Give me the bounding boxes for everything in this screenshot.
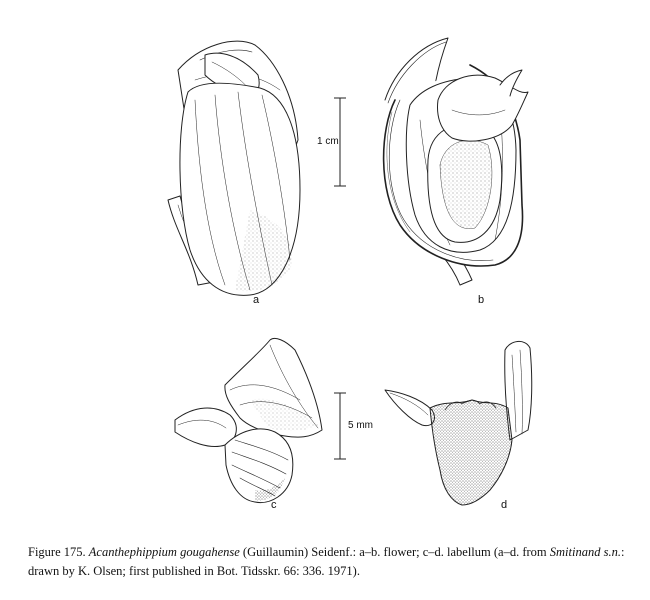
panel-label-c: c	[271, 499, 277, 511]
drawing-a-flower	[168, 41, 300, 295]
caption-collector: Smitinand s.n.	[549, 545, 621, 559]
scale-label-1cm: 1 cm	[317, 136, 339, 147]
scale-bar-5mm	[334, 393, 346, 459]
caption-credit: : drawn by K. Olsen; first published in Bot. Tidsskr. 66: 336. 1971).	[28, 545, 625, 578]
caption-species: Acanthephippium gougahense	[88, 545, 240, 559]
scale-label-5mm: 5 mm	[348, 420, 373, 431]
drawing-b-flower	[384, 38, 528, 285]
drawing-d-labellum	[385, 341, 532, 505]
panel-label-d: d	[501, 499, 508, 511]
panel-label-a: a	[253, 294, 260, 306]
drawing-c-labellum	[175, 338, 322, 502]
panel-label-b: b	[478, 294, 485, 306]
caption-authority: (Guillaumin) Seidenf.: a–b. flower; c–d. labellum (a–d. from	[242, 545, 547, 559]
figure-caption	[28, 543, 628, 581]
caption-figure-number: Figure 175.	[28, 545, 86, 559]
